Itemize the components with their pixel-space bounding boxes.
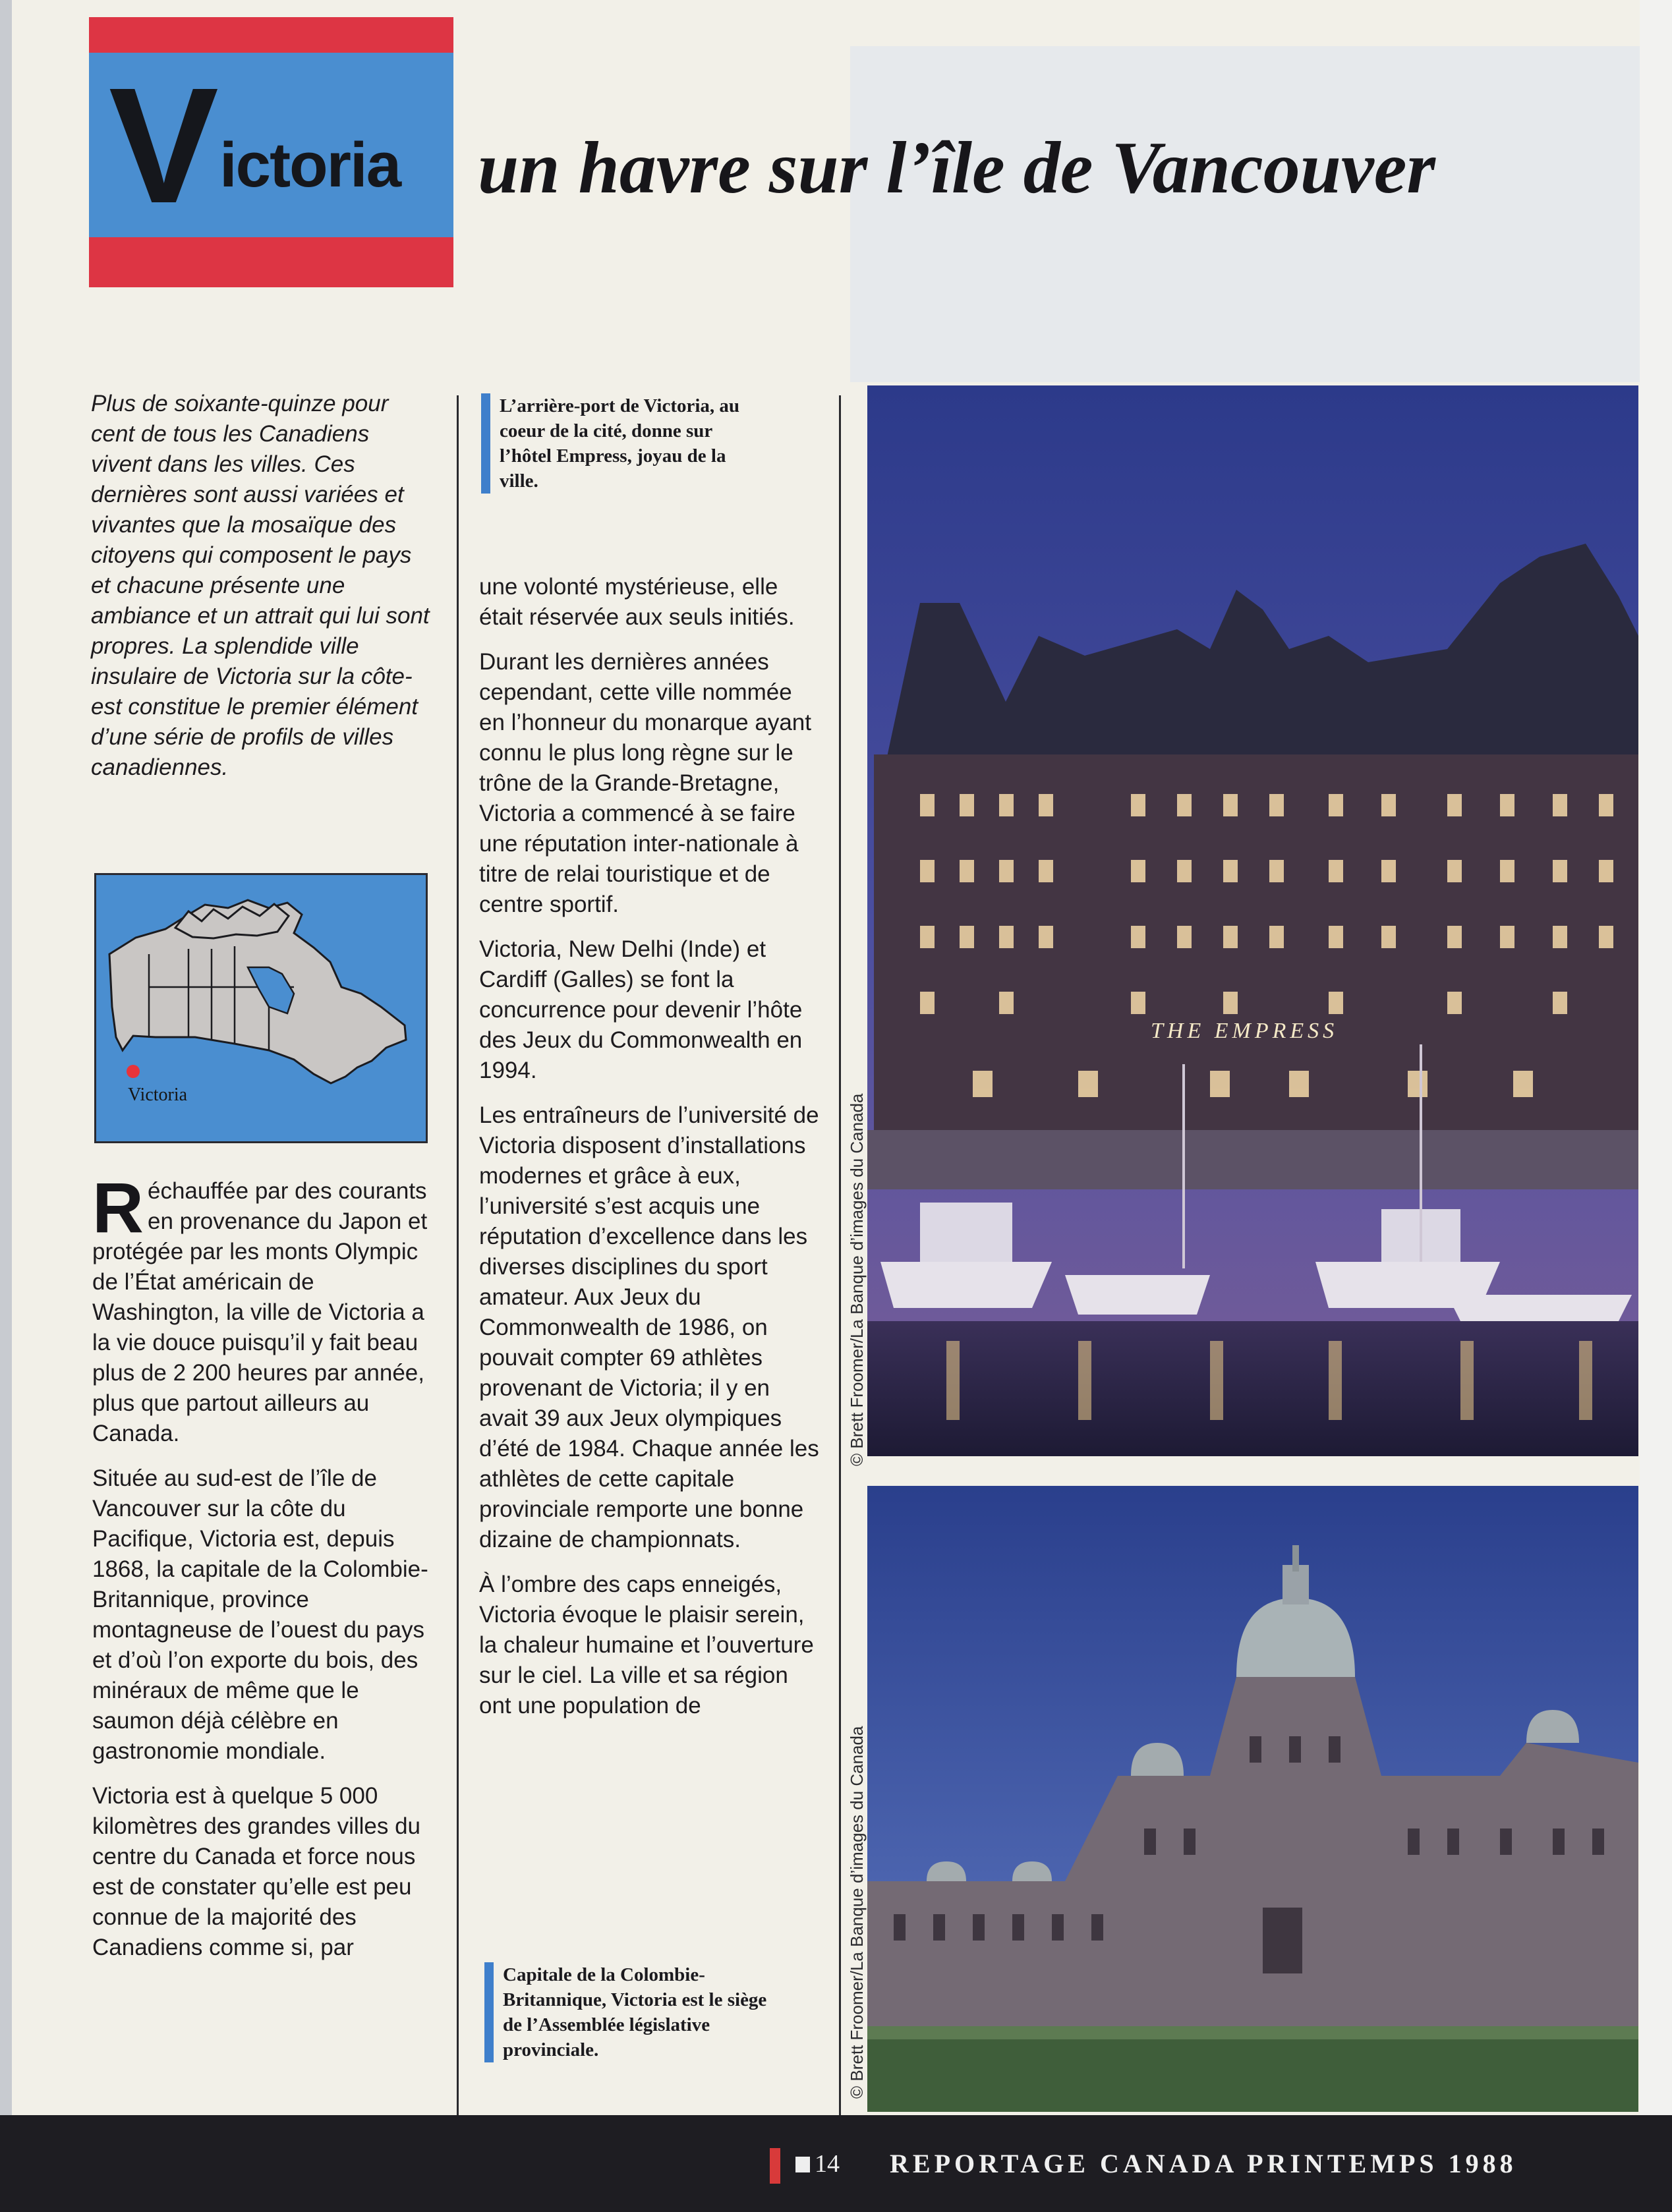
column-rule-2 [839,395,841,2115]
photo-credit-1: © Brett Froomer/La Banque d’images du Canada [847,1093,867,1466]
page-footer [0,2115,1672,2212]
column-2 [479,572,822,1736]
map-label: Victoria [128,1085,188,1105]
empress-illustration [867,385,1638,1456]
col2-paragraph-1: une volonté mystérieuse, elle était réservée aux seuls initiés. [479,574,795,630]
victoria-marker [127,1065,140,1078]
title-block [89,17,453,287]
magazine-name: REPORTAGE CANADA PRINTEMPS 1988 [890,2149,1517,2178]
col1-p1-text: échauffée par des courants en provenance du Japon et protégée par les monts Olympic de l’État américain de Washington, la ville de Victoria a la vie douce puisqu’il y fait beau plus de 2 200 heures par année, plus que partout ailleurs au Canada. [92,1178,428,1446]
title-red-band-top [89,17,453,53]
bleed-through-block [850,46,1641,382]
photo-caption-empress: L’arrière-port de Victoria, au coeur de la cité, donne sur l’hôtel Empress, joyau de la ville. [481,393,758,494]
photo-parliament-buildings [867,1486,1638,2112]
parliament-illustration [867,1486,1638,2112]
title-word: ictoria [219,130,401,200]
col1-paragraph-2: Située au sud-est de l’île de Vancouver sur la côte du Pacifique, Victoria est, depuis 1868, la capitale de la Colombie-Britannique, province montagneuse de l’ouest du pays et d’où l’on exporte du bois, des minéraux de même que le saumon déjà célèbre en gastronomie mondiale. [92,1465,428,1764]
photo-credit-2: © Brett Froomer/La Banque d’images du Canada [847,1726,867,2099]
article-subtitle: un havre sur l’île de Vancouver [478,127,1435,209]
canada-map [94,873,428,1143]
col2-paragraph-2: Durant les dernières années cependant, cette ville nommée en l’honneur du monarque ayant connu le plus long règne sur le trône de la Grande-Bretagne, Victoria a commencé à se faire une réputation inter-nationale à titre de relai touristique et de centre sportif. [479,649,811,917]
col2-paragraph-5: À l’ombre des caps enneigés, Victoria évoque le plaisir serein, la chaleur humaine et l’ouverture sur le ciel. La ville et sa région ont une population de [479,1572,814,1718]
col2-paragraph-4: Les entraîneurs de l’université de Victoria disposent d’installations modernes et grâce à eux, l’université s’est acquis une réputation d’excellence dans les diverses disciplines du sport amateur. Aux Jeux du Commonwealth de 1986, on pouvait compter 69 athlètes provenant de Victoria; il y en avait 39 aux Jeux olympiques d’été de 1984. Chaque année les athlètes de cette capitale provinciale remporte une bonne dizaine de championnats. [479,1102,819,1552]
column-1 [92,1168,435,1977]
column-rule-1 [457,395,459,2115]
page-edge-left [0,0,12,2115]
col1-paragraph-1 [92,1168,435,1449]
footer-square-icon [795,2157,810,2172]
intro-paragraph: Plus de soixante-quinze pour cent de tous les Canadiens vivent dans les villes. Ces dernières sont aussi variées et vivantes que la mosaïque des citoyens qui composent le pays et chacune présente une ambiance et un attrait qui lui sont propres. La splendide ville insulaire de Victoria sur la côte-est constitue le premier élément d’une série de profils de villes canadiennes. [91,391,430,780]
col1-paragraph-3: Victoria est à quelque 5 000 kilomètres des grandes villes du centre du Canada et force nous est de constater qu’elle est peu connue de la majorité des Canadiens comme si, par [92,1783,421,1960]
footer-red-bar [770,2148,780,2184]
page-edge-right [1640,0,1672,2115]
title-big-letter: V [109,53,215,237]
col2-paragraph-3: Victoria, New Delhi (Inde) et Cardiff (Galles) se font la concurrence pour devenir l’hôte des Jeux du Commonwealth en 1994. [479,936,803,1083]
page-number: 14 [815,2150,840,2178]
photo-caption-parliament: Capitale de la Colombie-Britannique, Victoria est le siège de l’Assemblée législative provinciale. [484,1962,774,2062]
title-red-band-bottom [89,237,453,287]
photo-empress-hotel [867,385,1638,1456]
empress-sign: THE EMPRESS [1151,1019,1339,1043]
drop-cap: R [92,1168,144,1247]
